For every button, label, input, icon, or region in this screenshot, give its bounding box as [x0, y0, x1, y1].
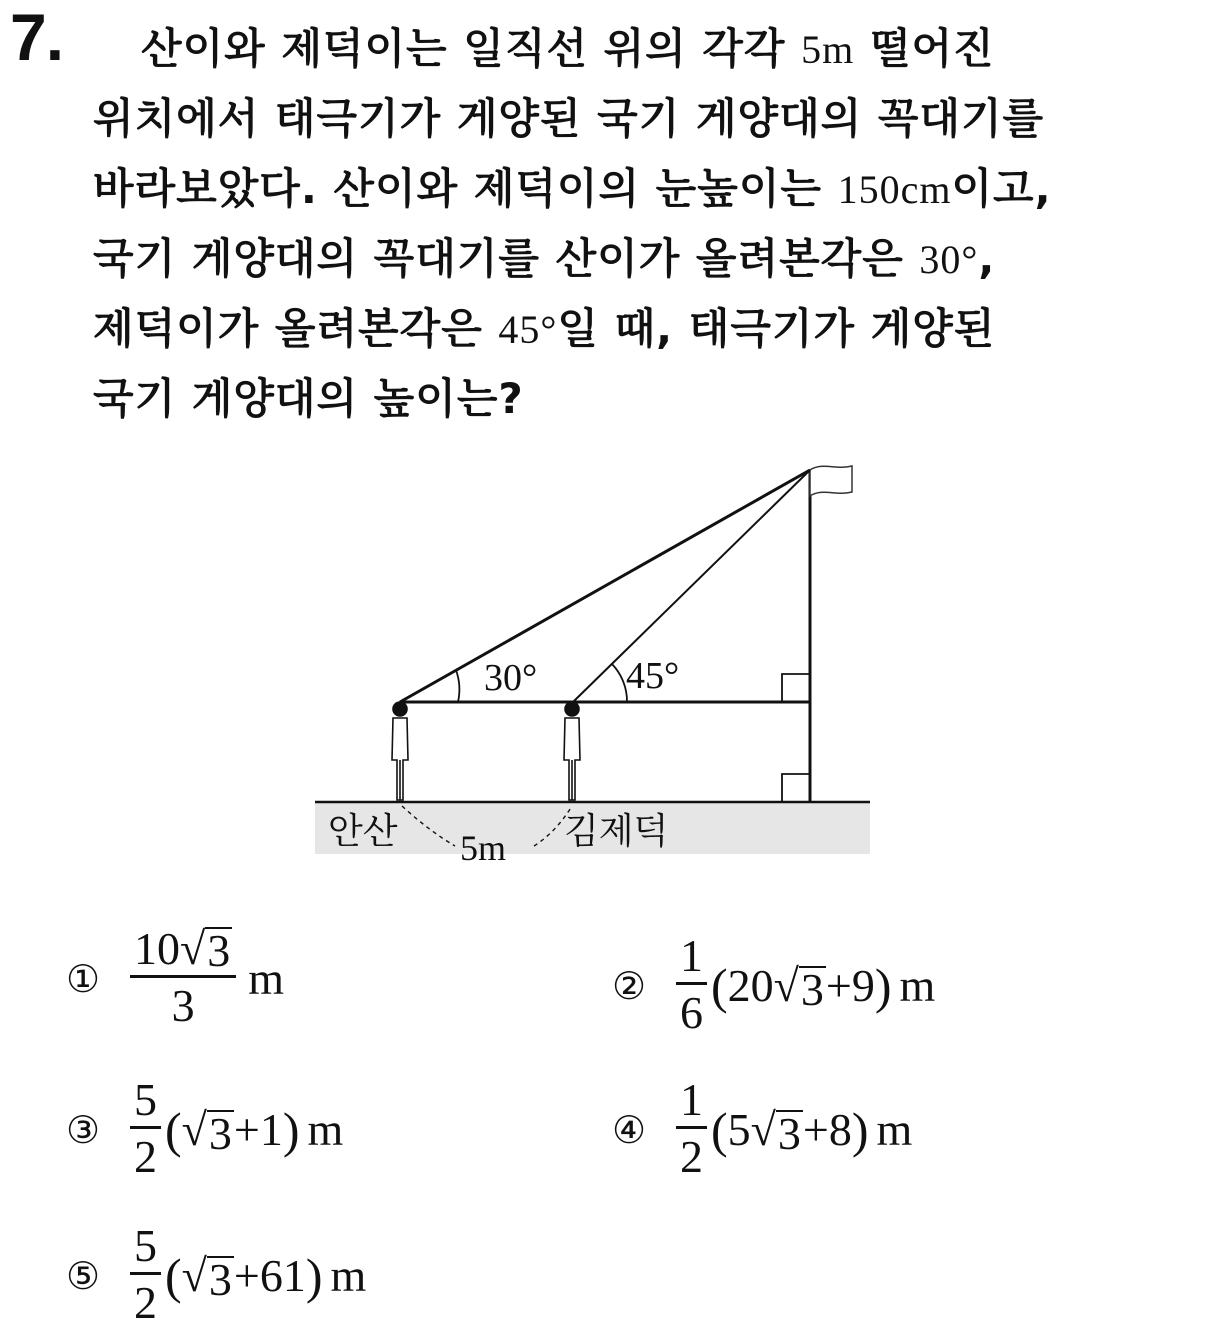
sqrt-icon: √: [181, 1104, 207, 1155]
unit: m: [307, 1104, 344, 1155]
text-run: 제덕이가 올려본각은: [93, 304, 499, 353]
unit: m: [248, 953, 285, 1004]
sqrt-icon: √: [181, 1250, 207, 1301]
fraction: [130, 1076, 161, 1183]
choice-4[interactable]: ④ $\frac{1}{2}$ ( 5 √ 3 +8 ) m: [612, 1074, 913, 1182]
fraction: [130, 925, 236, 1032]
radicand: 3: [800, 964, 824, 1015]
name-label-right: 김제덕: [564, 811, 669, 852]
fraction: [676, 932, 707, 1039]
text-run: 국기 게양대의 꼭대기를 산이가 올려본각은: [93, 234, 920, 283]
term-rest: +8: [802, 1104, 852, 1155]
numerator-value: 10: [134, 923, 180, 974]
choice-marker: ①: [66, 956, 101, 1001]
term-coef: 5: [727, 1104, 751, 1155]
angle-label-45: 45°: [626, 655, 680, 697]
distance-value: 5m: [801, 27, 855, 72]
numerator: 1: [676, 1076, 707, 1129]
text-run: 산이와 제덕이는 일직선 위의 각각: [141, 24, 802, 73]
text-run: 일 때, 태극기가 게양된: [557, 304, 996, 353]
choice-2[interactable]: ② $\frac{1}{6}$ ( 20 √ 3 +9 ) m: [612, 930, 936, 1038]
angle-arc-45: [612, 664, 627, 702]
text-run: 떨어진: [854, 24, 995, 73]
distance-label: 5m: [460, 828, 507, 868]
choice-marker: ③: [66, 1107, 101, 1152]
sight-line-30: [400, 470, 810, 702]
text-run: 바라보았다. 산이와 제덕이의 눈높이는: [93, 164, 838, 213]
choice-marker: ⑤: [66, 1253, 101, 1298]
denominator: 6: [680, 987, 703, 1038]
radicand: 3: [208, 1254, 232, 1305]
flag-icon: [810, 466, 852, 496]
unit: m: [330, 1250, 367, 1301]
angle-label-30: 30°: [484, 657, 538, 699]
denominator: 2: [680, 1131, 703, 1182]
sqrt-icon: √: [750, 1104, 776, 1155]
person-left-icon: [392, 702, 408, 800]
denominator: 2: [134, 1131, 157, 1182]
term-rest: +1: [233, 1104, 283, 1155]
angle-arc-30: [456, 670, 459, 702]
unit: m: [876, 1104, 913, 1155]
choice-5[interactable]: ⑤ $\frac{5}{2}$ ( √ 3 +61 ) m: [66, 1220, 367, 1328]
denominator: 3: [171, 980, 195, 1031]
term-rest: +9: [825, 960, 875, 1011]
name-label-left: 안산: [328, 811, 398, 852]
numerator: 5: [130, 1076, 161, 1129]
choice-marker: ②: [612, 963, 647, 1008]
angle-45-value: 45°: [498, 307, 558, 352]
text-run: 국기 게양대의 높이는?: [93, 374, 524, 423]
term-coef: 20: [727, 960, 774, 1011]
radicand: 3: [777, 1108, 801, 1159]
term-rest: +61: [233, 1250, 306, 1301]
question-number: 7.: [10, 0, 64, 74]
radicand: 3: [208, 1108, 232, 1159]
eye-height-value: 150cm: [837, 167, 952, 212]
choice-3[interactable]: ③ $\frac{5}{2}$ ( √ 3 +1 ) m: [66, 1074, 344, 1182]
sqrt-icon: √: [180, 923, 206, 974]
person-right-icon: [564, 702, 580, 800]
numerator: 1: [676, 932, 707, 985]
sqrt-icon: √: [773, 960, 799, 1011]
sight-line-45: [573, 470, 810, 702]
angle-30-value: 30°: [919, 237, 979, 282]
choice-marker: ④: [612, 1107, 647, 1152]
right-angle-upper-icon: [782, 674, 810, 702]
fraction: [130, 1222, 161, 1329]
radicand: 3: [207, 925, 231, 976]
right-angle-lower-icon: [782, 774, 810, 802]
text-run: 위치에서 태극기가 게양된 국기 게양대의 꼭대기를: [93, 94, 1045, 143]
unit: m: [899, 960, 936, 1011]
denominator: 2: [134, 1277, 157, 1328]
fraction: [676, 1076, 707, 1183]
numerator: 5: [130, 1222, 161, 1275]
text-run: ,: [978, 234, 996, 283]
text-run: 이고,: [951, 164, 1052, 213]
choice-1[interactable]: [66, 925, 284, 1032]
